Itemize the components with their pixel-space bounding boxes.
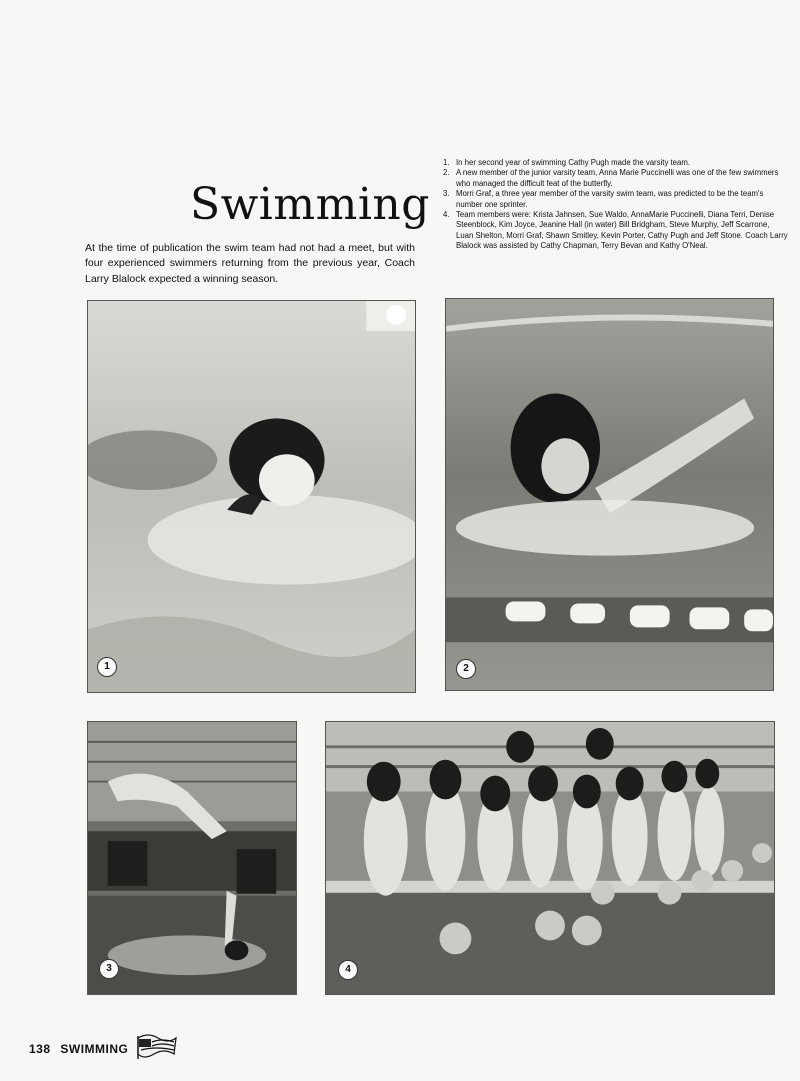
page-title: Swimming — [190, 179, 430, 231]
photo-swimmer-cathy-pugh — [87, 300, 416, 693]
photo-number-badge: 2 — [456, 659, 476, 679]
intro-paragraph: At the time of publication the swim team had not had a meet, but with four experienced swimmers returning from the previous year, Coach Larry Blalock expected a winning season. — [85, 241, 415, 285]
flag-icon — [136, 1032, 178, 1060]
caption-item: 2. A new member of the junior varsity team, Anna Marie Puccinelli was one of the few swimmers who managed the difficult feat of the butterfly. — [443, 168, 779, 188]
photo-number-badge: 1 — [97, 657, 117, 677]
photo-captions — [443, 158, 788, 252]
photo-team-group — [325, 721, 775, 995]
photo-diving-start — [87, 721, 297, 995]
caption-item: 4. Team members were: Krista Jahnsen, Sue Waldo, AnnaMarie Puccinelli, Diana Terri, Denise Steenblock, Kim Joyce, Jeanine Hall (in water) Bill Bridgham, Steve Murphy, Jeff Scarrone, Luan Shelton, Morri Graf, Shawn Smitley, Kevin Porter, Cathy Pugh and Jeff Stone. Coach Larry Blalock was assisted by Cathy Chapman, Terry Bevan and Kathy O'Neal. — [443, 210, 788, 251]
page-number: 138 — [29, 1042, 51, 1056]
caption-item: 3. Morri Graf, a three year member of the varsity swim team, was predicted to be the team's number one sprinter. — [443, 189, 764, 209]
page-footer — [29, 1042, 128, 1056]
photo-number-badge: 3 — [99, 959, 119, 979]
photo-number-badge: 4 — [338, 960, 358, 980]
photo-swimmer-butterfly — [445, 298, 774, 691]
caption-item: 1. In her second year of swimming Cathy Pugh made the varsity team. — [443, 158, 691, 167]
section-name: SWIMMING — [60, 1042, 129, 1056]
